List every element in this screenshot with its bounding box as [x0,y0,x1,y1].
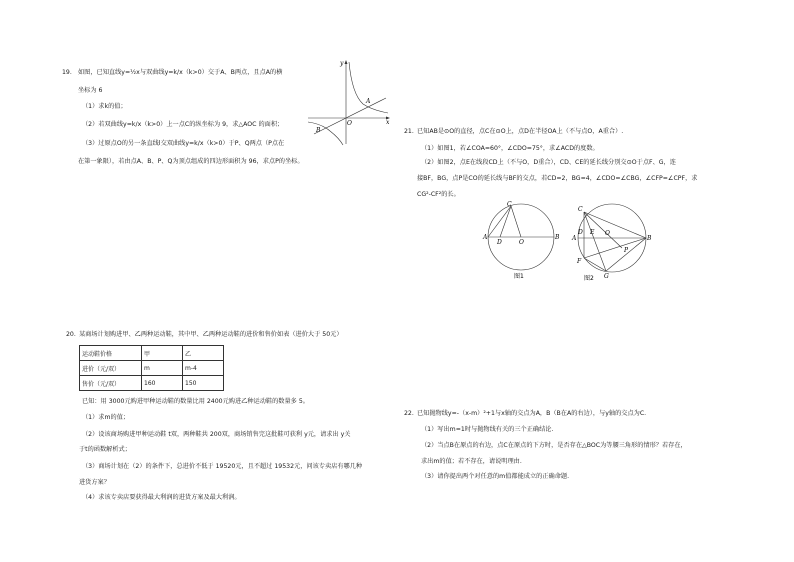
q20-sub-3b: 进货方案？ [79,479,110,486]
q20-sub-2b: 于t的函数解析式； [79,446,131,453]
q21-line-1: 已知AB是⊙O的直径，点C在⊙O上，点D在半径OA上（不与点O，A重合）. [417,128,624,135]
q20-sub-3: （3）商场计划在（2）的条件下，总进价不低于 19520元，且不超过 19532元，问该专卖店有哪几种 [82,463,363,470]
q21-sub-2: （2）如图2，点E在线段CD上（不与O，D重合），CD、CE的延长线分别交⊙O于点F、G，连 [421,159,676,166]
q21-sub-2c: CG²-CF²的长。 [417,191,460,198]
q19-line-1: 如图，已知直线y=½x与双曲线y=k/x（k>0）交于A、B两点，且点A的横 [78,69,283,76]
q21-fig1-label-B: B [555,234,560,241]
table-cell: 乙 [183,346,224,361]
table-cell: 售价（元/双） [80,376,142,391]
table-row [80,346,224,361]
table-cell: m [142,361,183,376]
q21-fig1-caption: 图1 [514,273,524,280]
q20-line-1: 某商场计划购进甲、乙两种运动鞋，其中甲、乙两种运动鞋的进价和售价如表（进价大于 50元） [79,331,343,338]
q20-number: 20. [66,331,76,338]
q20-sub-4: （4）求该专卖店要获得最大利润的进货方案及最大利润。 [82,494,241,501]
q21-fig1-label-C: C [507,201,512,208]
q20-sub-1: （1）求m的值； [82,414,130,421]
q19-figure [306,58,392,146]
q19-fig-label-B: B [316,127,321,134]
q21-fig1-label-O: O [519,239,524,246]
table-row [80,376,224,391]
q19-fig-label-x: x [386,119,390,126]
q20-line-2: 已知：用 3000元购进甲种运动鞋的数量比用 2400元购进乙种运动鞋的数量多 5。 [82,398,309,405]
q19-number: 19. [62,69,72,76]
table-cell: 运动鞋价格 [80,346,142,361]
q21-fig2-label-C: C [578,206,583,213]
table-cell: 160 [142,376,183,391]
q19-sub-2: （2）若双曲线y=k/x（k>0）上一点C的纵坐标为 9，求△AOC 的面积； [82,121,284,128]
q21-fig2-caption: 图2 [584,275,594,282]
q21-fig2-label-P: P [624,247,629,254]
q19-fig-label-O: O [347,120,352,127]
q22-line-1: 已知抛物线y=-（x-m）²+1与x轴的交点为A，B（B在A的右边），与y轴的交点为C. [417,410,647,417]
q21-fig2-label-O: O [605,230,610,237]
q19-sub-3b: 在第一象限），若由点A、B、P、Q为顶点组成的四边形面积为 96，求点P的坐标。 [78,158,304,165]
table-cell: 150 [183,376,224,391]
q20-sub-2: （2）设该商场购进甲种运动鞋 t双，两种鞋共 200双，商场销售完这批鞋可获利 y元，请求出 y关 [82,431,351,438]
q21-fig2-label-G: G [604,273,609,280]
q21-fig2-label-B: B [647,235,652,242]
table-cell: m-4 [183,361,224,376]
q19-fig-label-y: y [340,60,344,67]
q19-line-2: 坐标为 6 [78,87,103,94]
q19-fig-label-A: A [366,98,371,105]
q21-fig2-label-A: A [572,235,577,242]
q21-figure-2 [572,200,656,284]
q21-fig1-label-D: D [497,239,502,246]
q19-sub-3: （3）过原点O的另一条直线l交双曲线y=k/x（k>0）于P、Q两点（P点在 [82,140,285,147]
table-cell: 进价（元/双） [80,361,142,376]
q22-sub-2b: 求出m的值；若不存在，请说明理由. [421,458,522,465]
q21-sub-1: （1）如图1，若∠COA=60°，∠CDO=75°，求∠ACD的度数。 [421,145,599,152]
q21-sub-2b: 接BF，BG，点P是CO的延长线与BF的交点，若CD=2，BG=4，∠CDO=∠CBG，∠CFP=∠CPF，求 [417,175,698,182]
q21-fig1-label-A: A [483,234,488,241]
q22-sub-1: （1）写出m=1时与抛物线有关的三个正确结论. [421,426,554,433]
q21-fig2-label-E: E [590,229,595,236]
q22-sub-2: （2）当点B在原点的右边，点C在原点的下方时，是否存在△BOC为等腰三角形的情形？若存在， [421,442,687,449]
q21-fig2-label-D: D [578,229,583,236]
q21-fig2-label-F: F [577,258,582,265]
q22-sub-3: （3）请你提出两个对任意的m值都能成立的正确命题. [421,473,570,480]
q21-figure-1 [484,196,564,282]
q20-price-table [79,345,224,391]
q19-sub-1: （1）求k的值； [82,103,127,110]
q21-number: 21. [404,128,414,135]
q22-number: 22. [404,410,414,417]
table-row [80,361,224,376]
table-cell: 甲 [142,346,183,361]
